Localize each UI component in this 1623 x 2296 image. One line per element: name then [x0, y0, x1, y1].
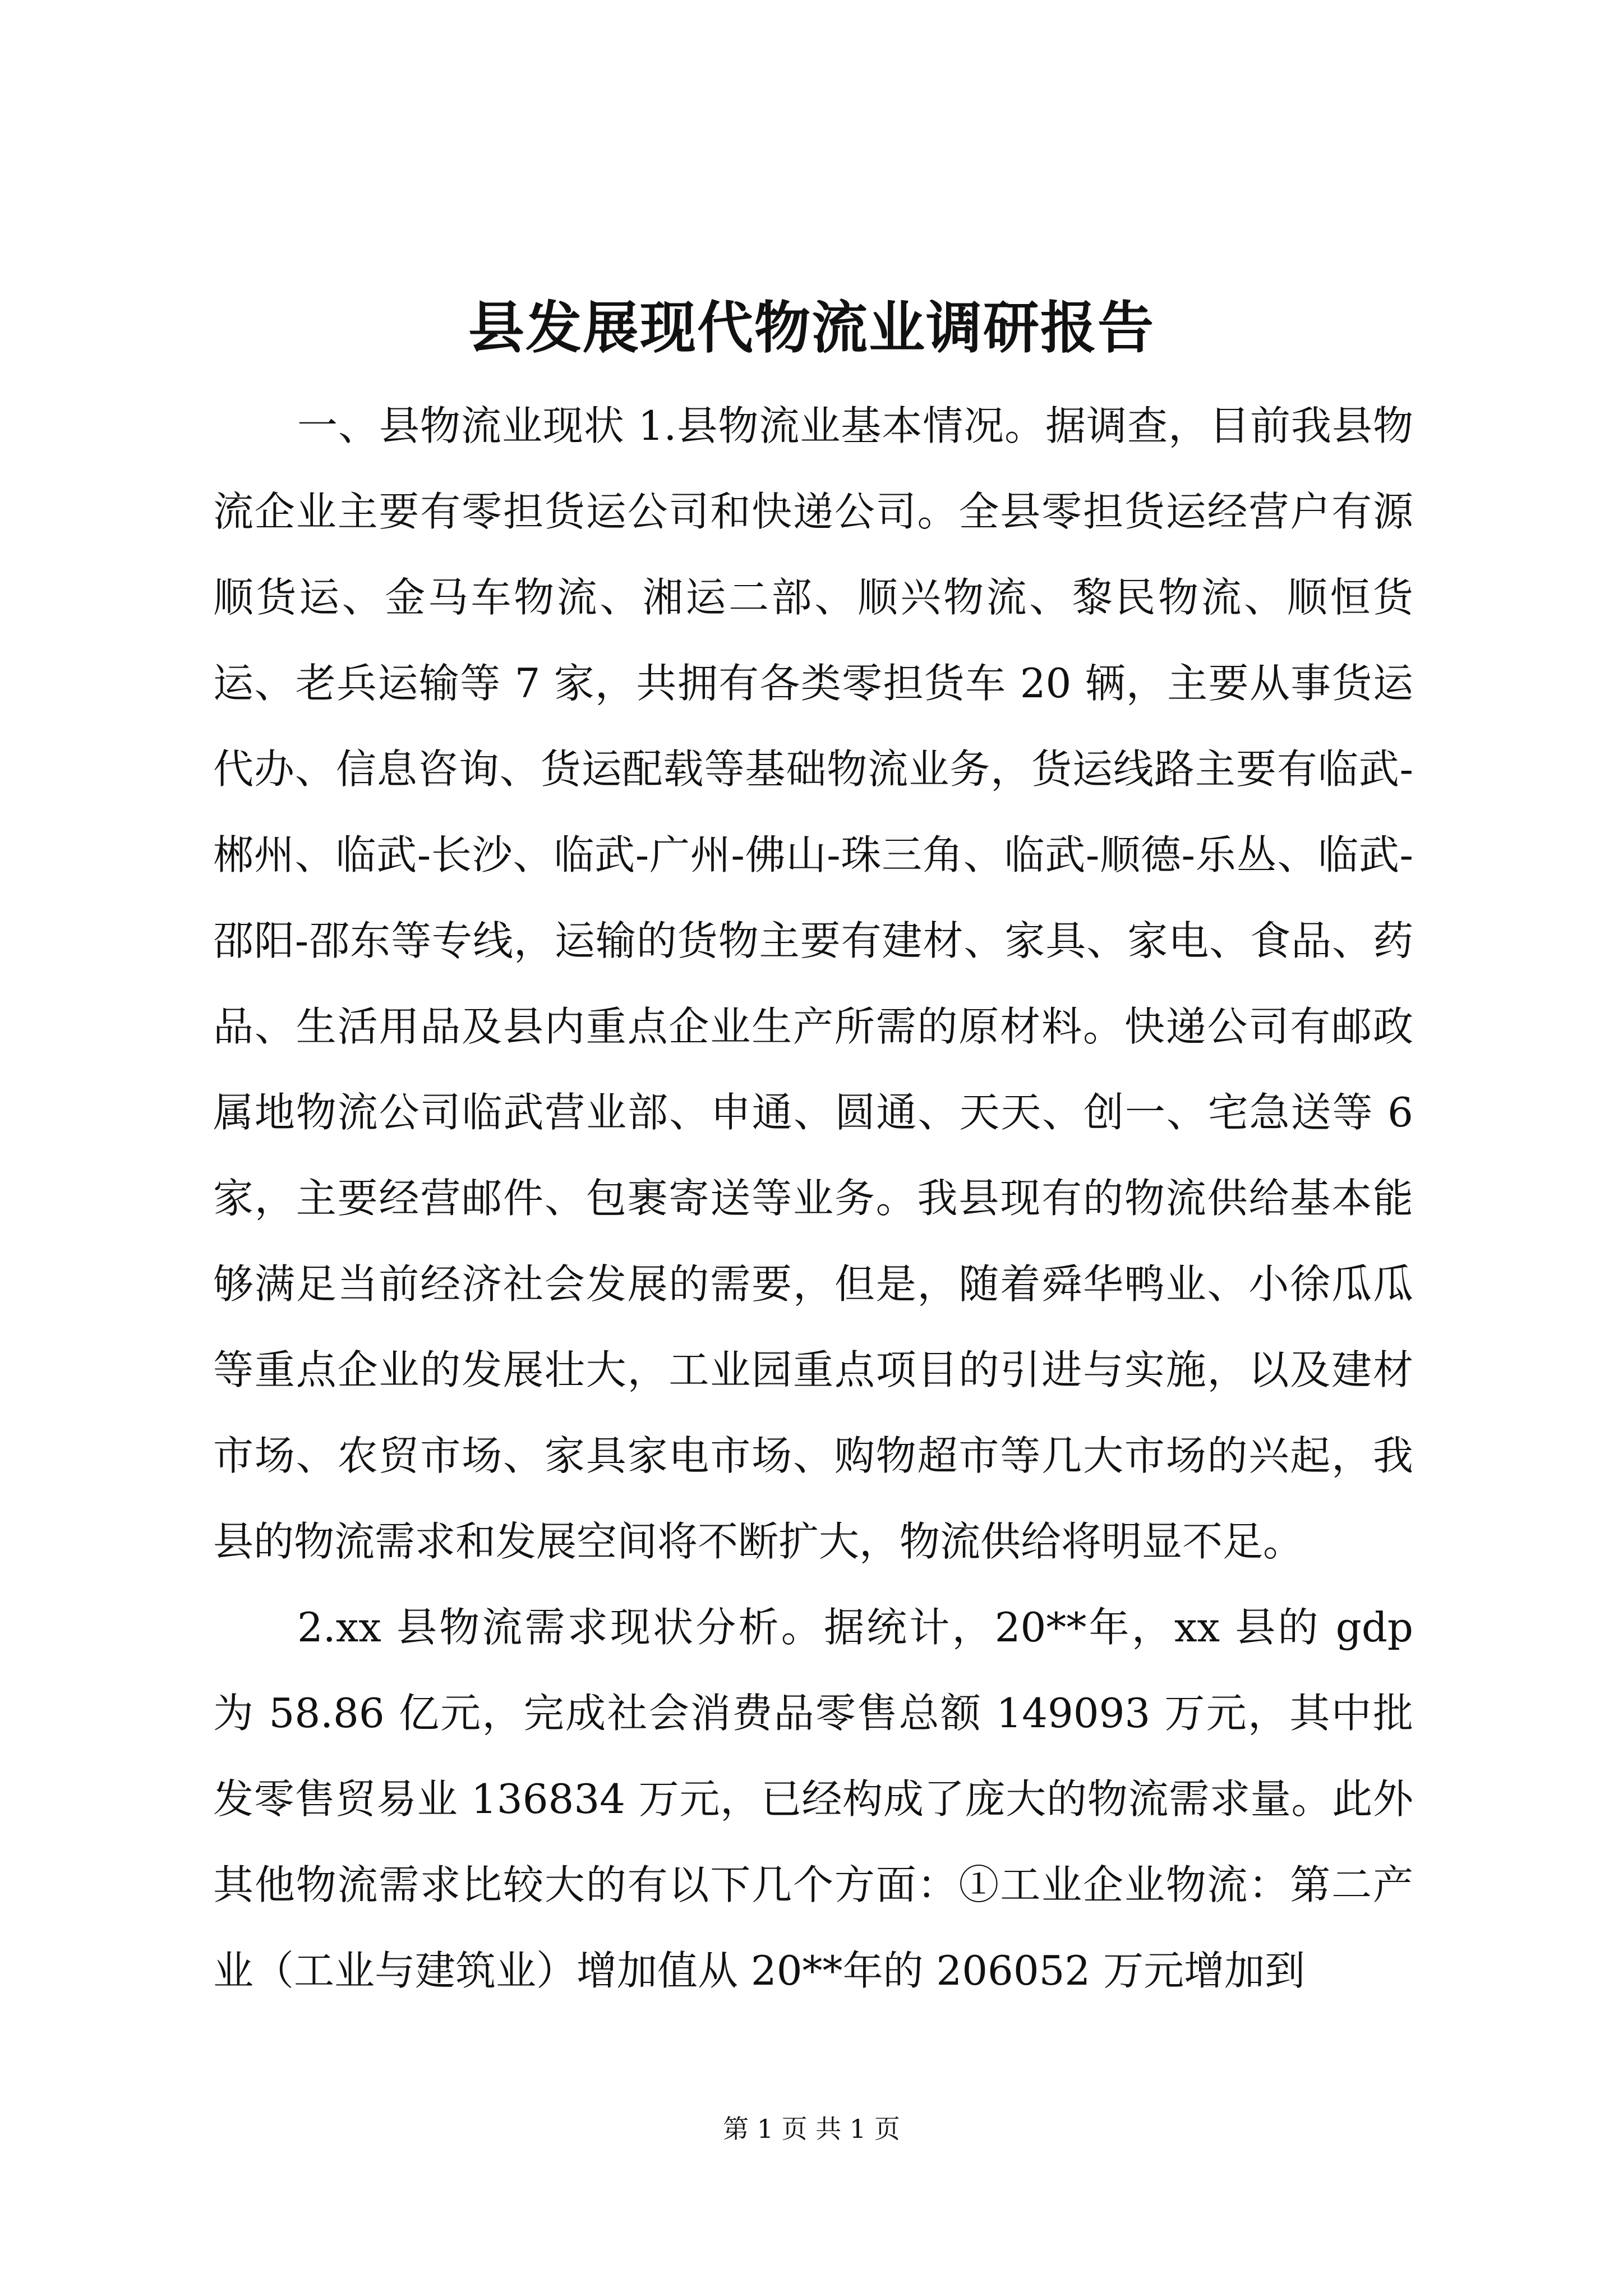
paragraph-2: 2.xx 县物流需求现状分析。据统计，20**年，xx 县的 gdp 为 58.86 亿元，完成社会消费品零售总额 149093 万元，其中批发零售贸易业 136834 万元，已经构成了庞大的物流需求量。此外其他物流需求比较大的有以下几个方面：①工业企业物流：第二产业（工业与建筑业）增加值从 20**年的 206052 万元增加到	[213, 1604, 1413, 1994]
document-title: 县发展现代物流业调研报告	[468, 295, 1155, 361]
page-footer: 第 1 页 共 1 页	[723, 2114, 900, 2144]
paragraph-1: 一、县物流业现状 1.县物流业基本情况。据调查，目前我县物流企业主要有零担货运公司和快递公司。全县零担货运经营户有源顺货运、金马车物流、湘运二部、顺兴物流、黎民物流、顺恒货运、老兵运输等 7 家，共拥有各类零担货车 20 辆，主要从事货运代办、信息咨询、货运配载等基础物流业务，货运线路主要有临武-郴州、临武-长沙、临武-广州-佛山-珠三角、临武-顺德-乐丛、临武-邵阳-邵东等专线，运输的货物主要有建材、家具、家电、食品、药品、生活用品及县内重点企业生产所需的原材料。快递公司有邮政属地物流公司临武营业部、申通、圆通、天天、创一、宅急送等 6 家，主要经营邮件、包裹寄送等业务。我县现有的物流供给基本能够满足当前经济社会发展的需要，但是，随着舜华鸭业、小徐瓜瓜等重点企业的发展壮大，工业园重点项目的引进与实施，以及建材市场、农贸市场、家具家电市场、购物超市等几大市场的兴起，我县的物流需求和发展空间将不断扩大，物流供给将明显不足。	[213, 402, 1413, 1565]
document-body	[213, 383, 1413, 2014]
